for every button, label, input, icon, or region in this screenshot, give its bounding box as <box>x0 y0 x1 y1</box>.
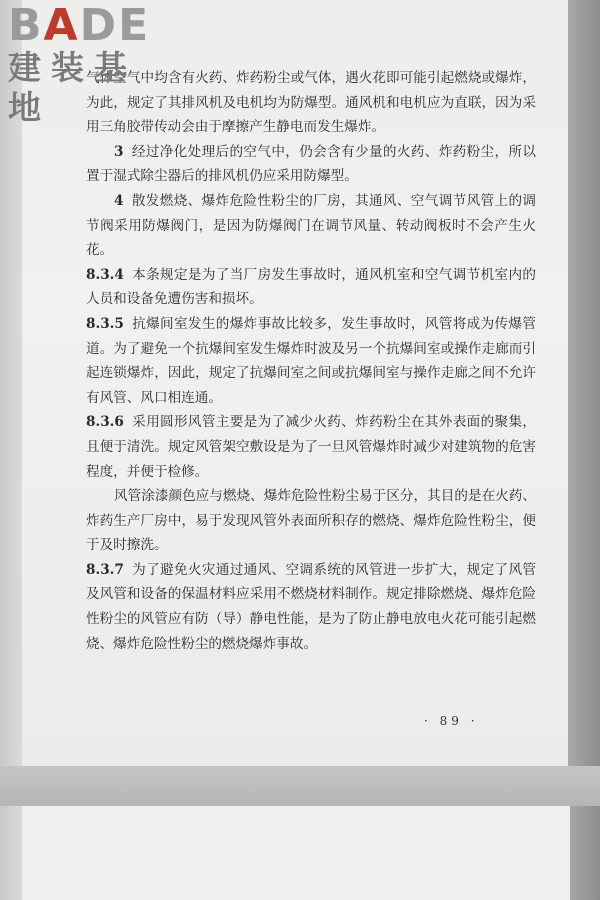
page-gap <box>0 766 600 806</box>
indented-paragraph <box>86 484 536 558</box>
item-number: 4 <box>114 192 124 209</box>
clause-number: 8.3.5 <box>86 315 124 332</box>
paragraph-text: 经过净化处理后的空气中，仍会含有少量的火药、炸药粉尘，所以置于湿式除尘器后的排风机仍应采用防爆型。 <box>86 143 536 185</box>
clause-number: 8.3.6 <box>86 414 124 431</box>
paragraph-text: 散发燃烧、爆炸危险性粉尘的厂房，其通风、空气调节风管上的调节阀采用防爆阀门，是因为防爆阀门在调节风量、转动阀板时不会产生火花。 <box>86 192 536 259</box>
paragraph-text: 气体空气中均含有火药、炸药粉尘或气体，遇火花即可能引起燃烧或爆炸，为此，规定了其排风机及电机均为防爆型。通风机和电机应为直联，因为采用三角胶带传动会由于摩擦产生静电而发生爆炸。 <box>86 70 536 136</box>
page-number: · 89 · <box>424 714 479 728</box>
watermark-logo <box>8 0 178 127</box>
clause-paragraph <box>86 263 536 312</box>
scan-background-left <box>0 0 24 900</box>
document-body <box>86 66 536 656</box>
logo-subtitle: 建装基地 <box>8 48 137 127</box>
list-item <box>86 140 536 189</box>
scan-background-right <box>568 0 600 900</box>
paragraph-text: 本条规定是为了当厂房发生事故时，通风机室和空气调节机室内的人员和设备免遭伤害和损坏。 <box>86 266 536 308</box>
next-page <box>22 806 570 900</box>
paragraph-text: 抗爆间室发生的爆炸事故比较多，发生事故时，风管将成为传爆管道。为了避免一个抗爆间室发生爆炸时波及另一个抗爆间室或操作走廊而引起连锁爆炸，因此，规定了抗爆间室之间或抗爆间室与操作走廊之间不允许有风管、风口相连通。 <box>86 315 536 406</box>
clause-number: 8.3.4 <box>86 266 124 283</box>
paragraph-text: 为了避免火灾通过通风、空调系统的风管进一步扩大，规定了风管及风管和设备的保温材料应采用不燃烧材料制作。规定排除燃烧、爆炸危险性粉尘的风管应有防（导）静电性能，是为了防止静电放电火花可能引起燃烧、爆炸危险性粉尘的燃烧爆炸事故。 <box>86 561 536 652</box>
paragraph-text: 采用圆形风管主要是为了减少火药、炸药粉尘在其外表面的聚集，且便于清洗。规定风管架空敷设是为了一旦风管爆炸时减少对建筑物的危害程度，并便于检修。 <box>86 414 536 480</box>
clause-paragraph <box>86 410 536 484</box>
paragraph-text: 风管涂漆颜色应与燃烧、爆炸危险性粉尘易于区分，其目的是在火药、炸药生产厂房中，易于发现风管外表面所积存的燃烧、爆炸危险性粉尘，便于及时擦洗。 <box>86 488 536 554</box>
item-number: 3 <box>114 143 124 160</box>
clause-number: 8.3.7 <box>86 561 124 578</box>
clause-paragraph <box>86 312 536 410</box>
list-item <box>86 189 536 263</box>
logo-brand: BADE <box>8 0 151 51</box>
clause-paragraph <box>86 558 536 656</box>
